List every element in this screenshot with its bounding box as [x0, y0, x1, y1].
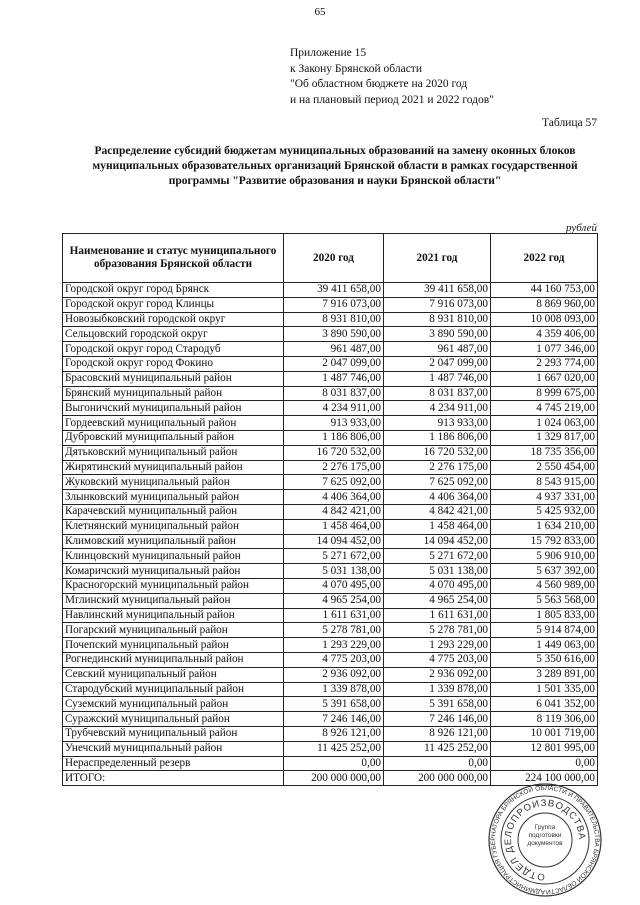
- cell-2021: 8 031 837,00: [384, 386, 491, 401]
- table-row: [63, 578, 598, 593]
- cell-2021: 5 391 658,00: [384, 697, 491, 712]
- cell-name: Суражский муниципальный район: [63, 712, 284, 727]
- cell-2020: 4 406 364,00: [284, 490, 384, 505]
- cell-2021: 1 339 878,00: [384, 682, 491, 697]
- table-row: [63, 342, 598, 357]
- table-row: [63, 371, 598, 386]
- cell-2020: 11 425 252,00: [284, 741, 384, 756]
- subsidy-table: [62, 233, 598, 786]
- cell-name: Жирятинский муниципальный район: [63, 460, 284, 475]
- header-2020: 2020 год: [284, 234, 384, 283]
- cell-2022: 1 329 817,00: [491, 430, 598, 445]
- cell-2020: 1 339 878,00: [284, 682, 384, 697]
- page-number: 65: [314, 6, 326, 18]
- cell-2022: 1 667 020,00: [491, 371, 598, 386]
- cell-2020: 5 271 672,00: [284, 549, 384, 564]
- cell-2021: 3 890 590,00: [384, 327, 491, 342]
- cell-2020: 8 926 121,00: [284, 726, 384, 741]
- cell-2022: 0,00: [491, 756, 598, 771]
- table-row: [63, 608, 598, 623]
- cell-2021: 4 234 911,00: [384, 401, 491, 416]
- cell-2021: 7 625 092,00: [384, 475, 491, 490]
- cell-2020: 4 070 495,00: [284, 578, 384, 593]
- cell-2022: 2 293 774,00: [491, 356, 598, 371]
- cell-2021: 8 926 121,00: [384, 726, 491, 741]
- cell-2020: 4 965 254,00: [284, 593, 384, 608]
- appendix-line: "Об областном бюджете на 2020 год: [290, 78, 468, 90]
- cell-2022: 5 914 874,00: [491, 623, 598, 638]
- header-2021: 2021 год: [384, 234, 491, 283]
- office-stamp: [478, 778, 613, 898]
- cell-name: Злынковский муниципальный район: [63, 490, 284, 505]
- table-row: [63, 534, 598, 549]
- cell-2020: 1 458 464,00: [284, 519, 384, 534]
- cell-2020: 4 842 421,00: [284, 504, 384, 519]
- table-row: [63, 741, 598, 756]
- cell-name: Жуковский муниципальный район: [63, 475, 284, 490]
- cell-2020: 4 775 203,00: [284, 652, 384, 667]
- cell-2021: 11 425 252,00: [384, 741, 491, 756]
- cell-name: Комаричский муниципальный район: [63, 564, 284, 579]
- cell-name: Нераспределенный резерв: [63, 756, 284, 771]
- table-row: [63, 356, 598, 371]
- cell-2022: 1 501 335,00: [491, 682, 598, 697]
- cell-2021: 16 720 532,00: [384, 445, 491, 460]
- cell-2020: 7 916 073,00: [284, 297, 384, 312]
- table-row: [63, 519, 598, 534]
- cell-2022: 5 637 392,00: [491, 564, 598, 579]
- cell-2020: 961 487,00: [284, 342, 384, 357]
- cell-2020: 16 720 532,00: [284, 445, 384, 460]
- cell-2021: 4 406 364,00: [384, 490, 491, 505]
- cell-2020: 8 031 837,00: [284, 386, 384, 401]
- cell-2021: 1 293 229,00: [384, 638, 491, 653]
- table-row: [63, 726, 598, 741]
- cell-2021: 4 070 495,00: [384, 578, 491, 593]
- cell-2021: 4 965 254,00: [384, 593, 491, 608]
- cell-2020: 5 391 658,00: [284, 697, 384, 712]
- cell-2022: 4 745 219,00: [491, 401, 598, 416]
- cell-name: Унечский муниципальный район: [63, 741, 284, 756]
- cell-2021: 961 487,00: [384, 342, 491, 357]
- cell-name: Сельцовский городской округ: [63, 327, 284, 342]
- header-2022: 2022 год: [491, 234, 598, 283]
- cell-2022: 1 634 210,00: [491, 519, 598, 534]
- table-row: [63, 416, 598, 431]
- cell-2020: 8 931 810,00: [284, 312, 384, 327]
- cell-name: Дятьковский муниципальный район: [63, 445, 284, 460]
- table-row: [63, 593, 598, 608]
- cell-2022: 4 937 331,00: [491, 490, 598, 505]
- table-number: Таблица 57: [542, 117, 597, 129]
- units-label: рублей: [566, 222, 597, 234]
- cell-2021: 0,00: [384, 756, 491, 771]
- cell-2021: 2 276 175,00: [384, 460, 491, 475]
- stamp-outer-text: ОТДЕЛ ДЕЛОПРОИЗВОДСТВА: [502, 797, 588, 883]
- appendix-line: Приложение 15: [290, 47, 367, 59]
- appendix-line: к Закону Брянской области: [290, 62, 422, 75]
- cell-2021: 7 246 146,00: [384, 712, 491, 727]
- table-row: [63, 652, 598, 667]
- table-header: [63, 234, 598, 283]
- table-row: [63, 297, 598, 312]
- table-row: [63, 564, 598, 579]
- cell-2020: 1 487 746,00: [284, 371, 384, 386]
- cell-2022: 1 077 346,00: [491, 342, 598, 357]
- cell-2020: 5 031 138,00: [284, 564, 384, 579]
- cell-2021: 200 000 000,00: [384, 771, 491, 786]
- cell-2020: 200 000 000,00: [284, 771, 384, 786]
- cell-2020: 2 936 092,00: [284, 667, 384, 682]
- cell-2021: 14 094 452,00: [384, 534, 491, 549]
- appendix-line: и на плановый период 2021 и 2022 годов": [290, 93, 494, 106]
- cell-2020: 1 293 229,00: [284, 638, 384, 653]
- cell-name: Клинцовский муниципальный район: [63, 549, 284, 564]
- cell-2022: 5 425 932,00: [491, 504, 598, 519]
- cell-2021: 1 458 464,00: [384, 519, 491, 534]
- cell-2022: 18 735 356,00: [491, 445, 598, 460]
- cell-name: Брянский муниципальный район: [63, 386, 284, 401]
- cell-2022: 4 560 989,00: [491, 578, 598, 593]
- table-row: [63, 549, 598, 564]
- cell-2020: 7 246 146,00: [284, 712, 384, 727]
- cell-name: Красногорский муниципальный район: [63, 578, 284, 593]
- table-row: [63, 283, 598, 298]
- cell-2022: 10 001 719,00: [491, 726, 598, 741]
- cell-2020: 1 186 806,00: [284, 430, 384, 445]
- cell-2022: 1 024 063,00: [491, 416, 598, 431]
- cell-name: Мглинский муниципальный район: [63, 593, 284, 608]
- cell-2020: 2 047 099,00: [284, 356, 384, 371]
- cell-2021: 4 775 203,00: [384, 652, 491, 667]
- cell-2020: 0,00: [284, 756, 384, 771]
- cell-2021: 5 271 672,00: [384, 549, 491, 564]
- cell-2022: 44 160 753,00: [491, 283, 598, 298]
- table-row: [63, 623, 598, 638]
- table-row: [63, 445, 598, 460]
- cell-2021: 2 936 092,00: [384, 667, 491, 682]
- table-row: [63, 697, 598, 712]
- cell-name: ИТОГО:: [63, 771, 284, 786]
- cell-2022: 6 041 352,00: [491, 697, 598, 712]
- cell-2021: 1 611 631,00: [384, 608, 491, 623]
- cell-2022: 15 792 833,00: [491, 534, 598, 549]
- stamp-inner-text: Группа подготовки документов: [527, 824, 563, 847]
- cell-2020: 14 094 452,00: [284, 534, 384, 549]
- cell-2022: 4 359 406,00: [491, 327, 598, 342]
- cell-name: Трубчевский муниципальный район: [63, 726, 284, 741]
- cell-2020: 4 234 911,00: [284, 401, 384, 416]
- table-row: [63, 638, 598, 653]
- cell-name: Городской округ город Стародуб: [63, 342, 284, 357]
- cell-2022: 10 008 093,00: [491, 312, 598, 327]
- cell-name: Климовский муниципальный район: [63, 534, 284, 549]
- cell-name: Брасовский муниципальный район: [63, 371, 284, 386]
- cell-2021: 8 931 810,00: [384, 312, 491, 327]
- cell-2021: 4 842 421,00: [384, 504, 491, 519]
- cell-name: Суземский муниципальный район: [63, 697, 284, 712]
- cell-2022: 2 550 454,00: [491, 460, 598, 475]
- cell-2022: 8 119 306,00: [491, 712, 598, 727]
- cell-2022: 5 350 616,00: [491, 652, 598, 667]
- cell-2020: 5 278 781,00: [284, 623, 384, 638]
- table-row: [63, 312, 598, 327]
- cell-name: Почепский муниципальный район: [63, 638, 284, 653]
- cell-2022: 3 289 891,00: [491, 667, 598, 682]
- table-row: [63, 401, 598, 416]
- header-name: Наименование и статус муниципального образования Брянской области: [63, 234, 284, 283]
- cell-2022: 12 801 995,00: [491, 741, 598, 756]
- cell-name: Городской округ город Фокино: [63, 356, 284, 371]
- cell-name: Новозыбковский городской округ: [63, 312, 284, 327]
- cell-name: Севский муниципальный район: [63, 667, 284, 682]
- table-row: [63, 327, 598, 342]
- cell-2020: 3 890 590,00: [284, 327, 384, 342]
- cell-2022: 224 100 000,00: [491, 771, 598, 786]
- cell-2022: 1 449 063,00: [491, 638, 598, 653]
- cell-2022: 5 906 910,00: [491, 549, 598, 564]
- cell-2021: 39 411 658,00: [384, 283, 491, 298]
- table-row: [63, 475, 598, 490]
- cell-2022: 8 543 915,00: [491, 475, 598, 490]
- cell-name: Погарский муниципальный район: [63, 623, 284, 638]
- cell-2021: 2 047 099,00: [384, 356, 491, 371]
- cell-2021: 5 278 781,00: [384, 623, 491, 638]
- cell-2021: 1 186 806,00: [384, 430, 491, 445]
- cell-name: Клетнянский муниципальный район: [63, 519, 284, 534]
- cell-2020: 39 411 658,00: [284, 283, 384, 298]
- cell-name: Дубровский муниципальный район: [63, 430, 284, 445]
- table-row: [63, 712, 598, 727]
- table-row: [63, 756, 598, 771]
- table-row: [63, 490, 598, 505]
- cell-2021: 1 487 746,00: [384, 371, 491, 386]
- table-row: [63, 682, 598, 697]
- appendix-block: [290, 46, 494, 108]
- cell-name: Гордеевский муниципальный район: [63, 416, 284, 431]
- table-row: [63, 386, 598, 401]
- cell-name: Карачевский муниципальный район: [63, 504, 284, 519]
- cell-name: Городской округ город Клинцы: [63, 297, 284, 312]
- cell-2020: 2 276 175,00: [284, 460, 384, 475]
- cell-name: Навлинский муниципальный район: [63, 608, 284, 623]
- stamp-ring-text: АДМИНИСТРАЦИЯ ГУБЕРНАТОРА БРЯНСКОЙ ОБЛАСТИ И ПРАВИТЕЛЬСТВА БРЯНСКОЙ ОБЛАСТИ: [490, 784, 601, 896]
- cell-2022: 8 999 675,00: [491, 386, 598, 401]
- cell-name: Стародубский муниципальный район: [63, 682, 284, 697]
- table-row: [63, 504, 598, 519]
- cell-2022: 1 805 833,00: [491, 608, 598, 623]
- cell-2021: 913 933,00: [384, 416, 491, 431]
- cell-name: Выгоничский муниципальный район: [63, 401, 284, 416]
- cell-2020: 913 933,00: [284, 416, 384, 431]
- table-row: [63, 430, 598, 445]
- cell-2022: 8 869 960,00: [491, 297, 598, 312]
- cell-2021: 7 916 073,00: [384, 297, 491, 312]
- table-row: [63, 460, 598, 475]
- table-row: [63, 667, 598, 682]
- cell-2020: 1 611 631,00: [284, 608, 384, 623]
- document-title: Распределение субсидий бюджетам муниципальных образований на замену оконных блоков муниципальных образовательных организаций Брянской области в рамках государственной программы "Развитие образования и науки Брянской области": [92, 145, 578, 187]
- cell-2021: 5 031 138,00: [384, 564, 491, 579]
- cell-2022: 5 563 568,00: [491, 593, 598, 608]
- cell-2020: 7 625 092,00: [284, 475, 384, 490]
- cell-name: Городской округ город Брянск: [63, 283, 284, 298]
- cell-name: Рогнединский муниципальный район: [63, 652, 284, 667]
